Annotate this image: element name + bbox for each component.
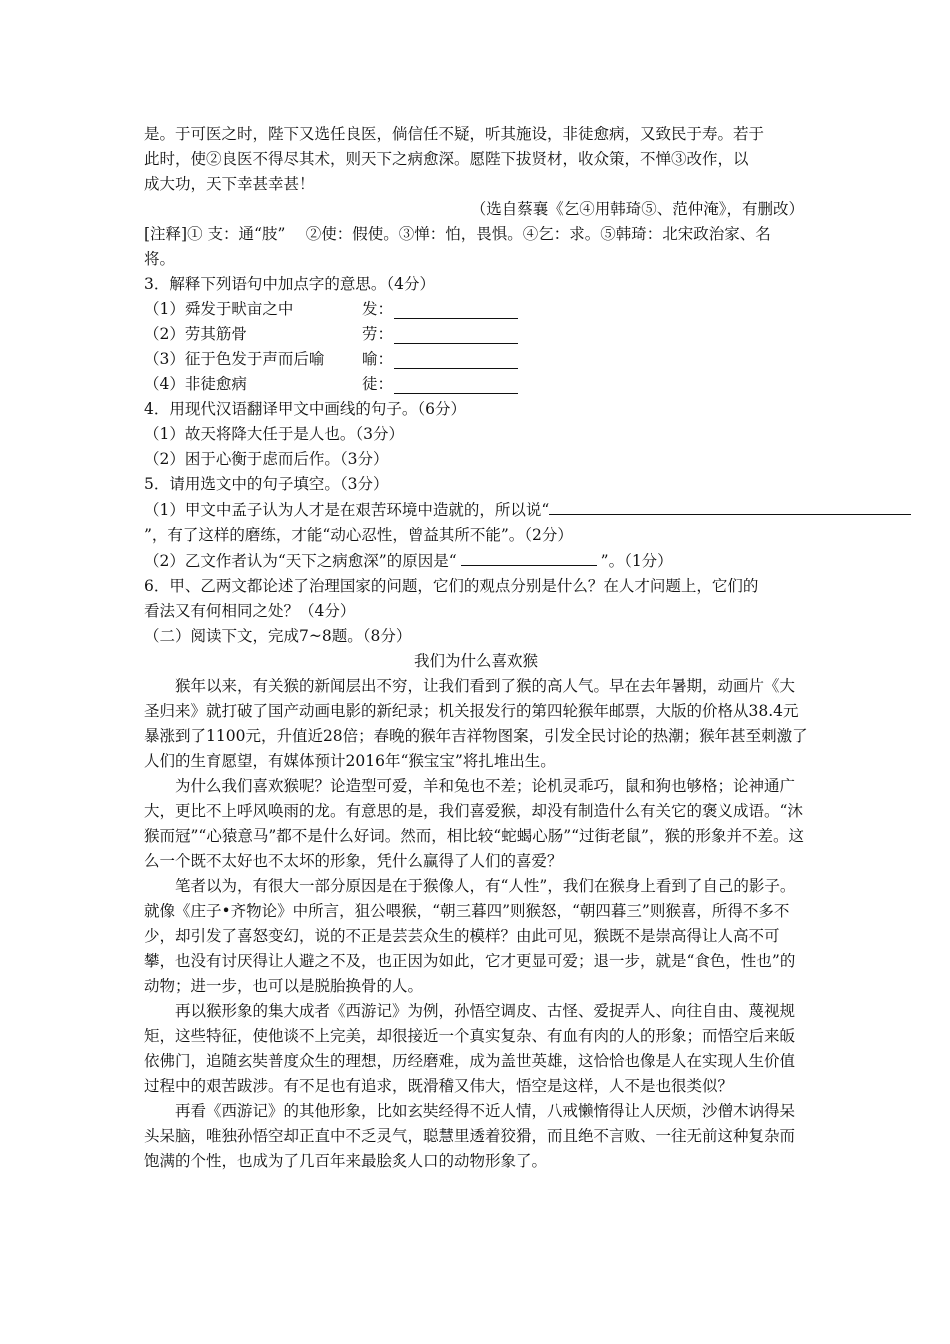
answer-blank[interactable]: [461, 548, 597, 566]
question-3-title: 3．解释下列语句中加点字的意思。（4分）: [144, 275, 435, 293]
passage-line: 成大功，天下幸甚幸甚！: [144, 175, 315, 193]
question-4-title: 4．用现代汉语翻译甲文中画线的句子。（6分）: [144, 400, 466, 418]
q5-item1-text-a: （1）甲文中孟子认为人才是在艰苦环境中造就的，所以说“: [144, 501, 550, 519]
vocab-key: 喻：: [362, 350, 394, 368]
article-title: 我们为什么喜欢猴: [413, 652, 538, 670]
vocab-sentence: （4）非徒愈病: [144, 375, 247, 393]
question-6-line: 6．甲、乙两文都论述了治理国家的问题，它们的观点分别是什么？在人才问题上，它们的: [144, 577, 759, 595]
q5-item2-text-b: ”。（1分）: [600, 552, 673, 570]
vocab-sentence: （2）劳其筋骨: [144, 325, 247, 343]
vocab-key: 发：: [362, 300, 394, 318]
vocab-sentence: （3）征于色发于声而后喻: [144, 350, 325, 368]
q5-item1-text-b: ”，有了这样的磨练，才能“动心忍性，曾益其所不能”。（2分）: [144, 526, 573, 544]
vocab-item: [144, 372, 808, 397]
vocab-item: [144, 322, 808, 347]
article-paragraph: 再看《西游记》的其他形象，比如玄奘经得不近人情，八戒懒惰得让人厌烦，沙僧木讷得呆头呆脑，唯独孙悟空却正直中不乏灵气，聪慧里透着狡猾，而且绝不言败、一往无前这种复杂而饱满的个性，也成为了几百年来最脍炙人口的动物形象了。: [144, 1102, 796, 1170]
vocab-item: [144, 297, 808, 322]
vocab-key: 徒：: [362, 375, 394, 393]
passage-line: 此时，使②良医不得尽其术，则天下之病愈深。愿陛下拔贤材，收众策，不惮③改作，以: [144, 150, 749, 168]
question-4-item: （1）故天将降大任于是人也。（3分）: [144, 425, 404, 443]
passage-source: （选自蔡襄《乞④用韩琦⑤、范仲淹》，有删改）: [470, 200, 804, 218]
section-2-heading: （二）阅读下文，完成7~8题。（8分）: [144, 627, 412, 645]
answer-blank[interactable]: [394, 351, 518, 369]
question-6-line: 看法又有何相同之处？（4分）: [144, 602, 356, 620]
question-4-item: （2）困于心衡于虑而后作。（3分）: [144, 450, 389, 468]
article-paragraph: 猴年以来，有关猴的新闻层出不穷，让我们看到了猴的高人气。早在去年暑期，动画片《大圣归来》就打破了国产动画电影的新纪录；机关报发行的第四轮猴年邮票，大版的价格从38.4元暴涨到了1100元，升值近28倍；春晚的猴年吉祥物图案，引发全民讨论的热潮；猴年甚至刺激了人们的生育愿望，有媒体预计2016年“猴宝宝”将扎堆出生。: [144, 677, 808, 770]
annotation-line: 将。: [144, 250, 176, 268]
question-5-title: 5．请用选文中的句子填空。（3分）: [144, 475, 389, 493]
answer-blank[interactable]: [394, 376, 518, 394]
vocab-item: [144, 347, 808, 372]
article-paragraph: 笔者以为，有很大一部分原因是在于猴像人，有“人性”，我们在猴身上看到了自己的影子。就像《庄子•齐物论》中所言，狙公喂猴，“朝三暮四”则猴怒，“朝四暮三”则猴喜，所得不多不少，却引发了喜怒变幻，说的不正是芸芸众生的模样？由此可见，猴既不是崇高得让人高不可攀，也没有讨厌得让人避之不及，也正因为如此，它才更显可爱；退一步，就是“食色，性也”的动物；进一步，也可以是脱胎换骨的人。: [144, 877, 796, 995]
q5-item2-text-a: （2）乙文作者认为“天下之病愈深”的原因是“: [144, 552, 457, 570]
answer-blank[interactable]: [394, 301, 518, 319]
answer-blank[interactable]: [549, 497, 911, 515]
article-paragraph: 再以猴形象的集大成者《西游记》为例，孙悟空调皮、古怪、爱捉弄人、向往自由、蔑视规矩，这些特征，使他谈不上完美，却很接近一个真实复杂、有血有肉的人的形象；而悟空后来皈依佛门，追随玄奘普度众生的理想，历经磨难，成为盖世英雄，这恰恰也像是人在实现人生价值过程中的艰苦跋涉。有不足也有追求，既滑稽又伟大，悟空是这样，人不是也很类似？: [144, 1002, 796, 1095]
answer-blank[interactable]: [394, 326, 518, 344]
page-content: [144, 122, 808, 1174]
vocab-key: 劳：: [362, 325, 394, 343]
annotation-line: [注释]① 支：通“肢” ②使：假使。③惮：怕，畏惧。④乞：求。⑤韩琦：北宋政治家、名: [144, 225, 771, 243]
question-5-item-1: [144, 497, 808, 523]
passage-line: 是。于可医之时，陛下又选任良医，倘信任不疑，听其施设，非徒愈病，又致民于寿。若于: [144, 125, 765, 143]
question-5-item-2: [144, 548, 808, 574]
article-paragraph: 为什么我们喜欢猴呢？论造型可爱，羊和兔也不差；论机灵乖巧，鼠和狗也够格；论神通广大，更比不上呼风唤雨的龙。有意思的是，我们喜爱猴，却没有制造什么有关它的褒义成语。“沐猴而冠”“心猿意马”都不是什么好词。然而，相比较“蛇蝎心肠”“过街老鼠”，猴的形象并不差。这么一个既不太好也不太坏的形象，凭什么赢得了人们的喜爱？: [144, 777, 804, 870]
vocab-sentence: （1）舜发于畎亩之中: [144, 300, 294, 318]
